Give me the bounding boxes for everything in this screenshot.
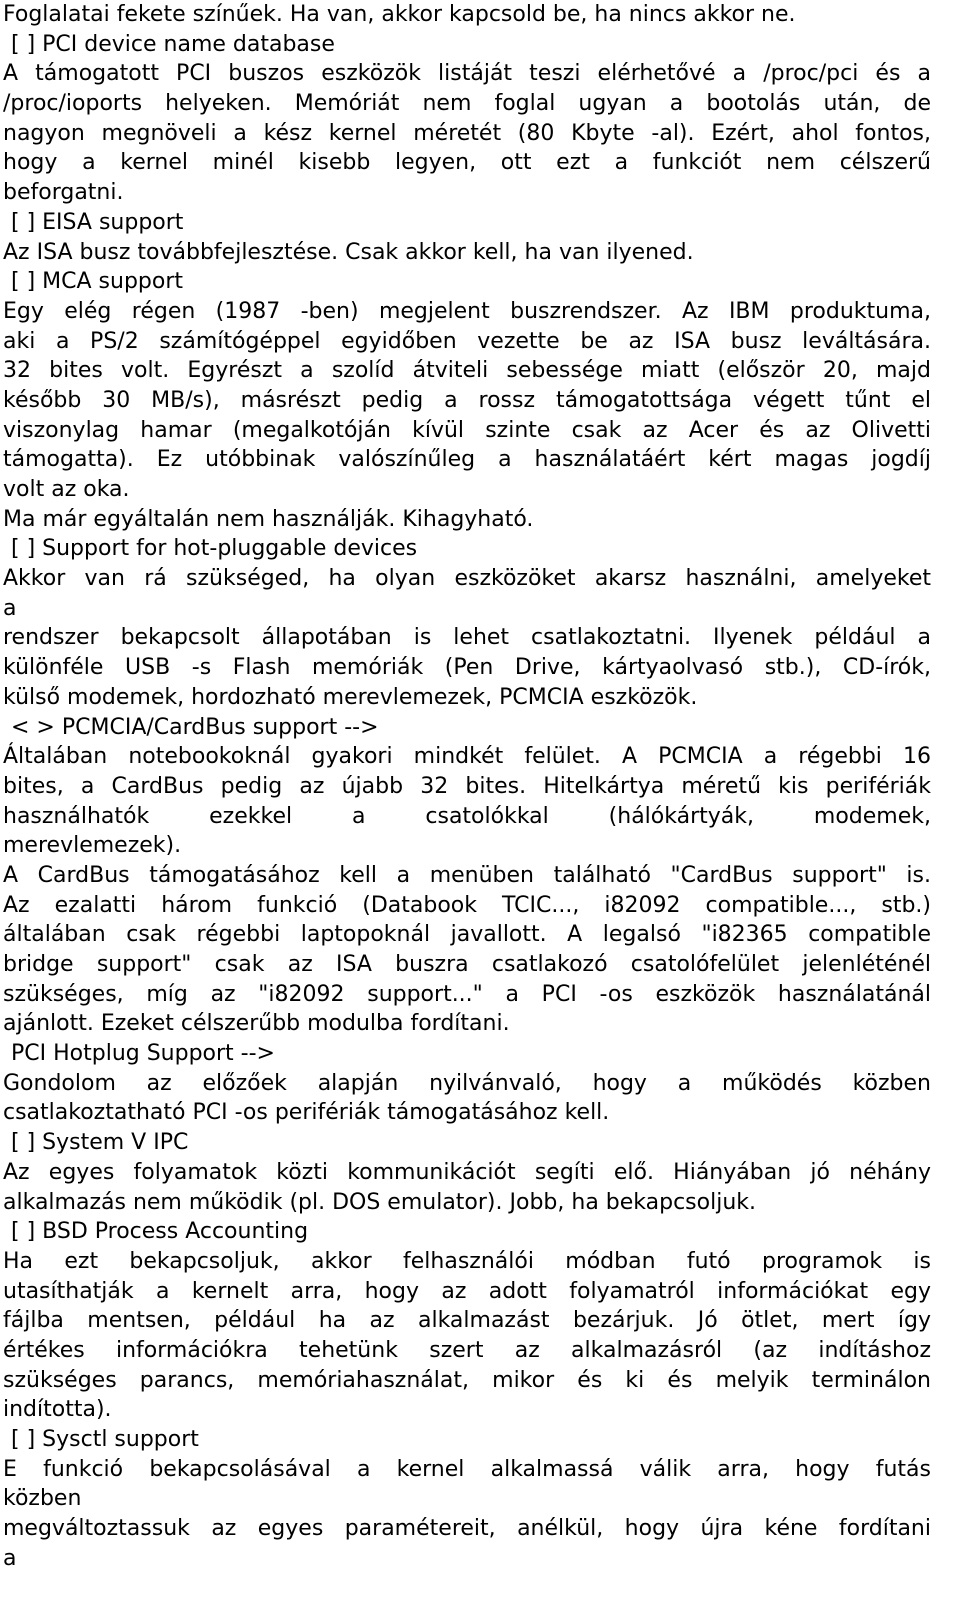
option-heading-line: [ ] System V IPC: [11, 1130, 189, 1156]
text-line: /proc/ioports helyeken. Memóriát nem foglal ugyan a bootolás után, de: [3, 91, 931, 117]
text-line: rendszer bekapcsolt állapotában is lehet csatlakoztatni. Ilyenek például a: [3, 625, 931, 651]
text-line: általában csak régebbi laptopoknál javallott. A legalsó "i82365 compatible: [3, 922, 931, 948]
option-heading-line: PCI Hotplug Support -->: [11, 1041, 275, 1067]
text-line: beforgatni.: [3, 180, 124, 206]
text-line: A támogatott PCI buszos eszközök listáját teszi elérhetővé a /proc/pci és a: [3, 61, 931, 87]
text-line: szükséges, míg az "i82092 support..." a PCI -os eszközök használatánál: [3, 981, 931, 1007]
text-line: bridge support" csak az ISA buszra csatlakozó csatolófelület jelenléténél: [3, 952, 931, 977]
text-line: Ma már egyáltalán nem használják. Kihagyható.: [3, 506, 534, 532]
text-line: viszonylag hamar (megalkotóján kívül szinte csak az Acer és az Olivetti: [3, 417, 931, 443]
text-line: Foglalatai fekete színűek. Ha van, akkor kapcsold be, ha nincs akkor ne.: [3, 2, 796, 27]
text-line: később 30 MB/s), másrészt pedig a rossz támogatottsága végett tűnt el: [3, 387, 931, 413]
text-line: használhatók ezekkel a csatolókkal (hálókártyák, modemek,: [3, 803, 931, 829]
text-line: alkalmazás nem működik (pl. DOS emulator). Jobb, ha bekapcsoljuk.: [3, 1189, 757, 1215]
option-heading-line: [ ] Support for hot-pluggable devices: [11, 536, 418, 562]
text-line: különféle USB -s Flash memóriák (Pen Drive, kártyaolvasó stb.), CD-írók,: [3, 655, 931, 681]
text-line: Az egyes folyamatok közti kommunikációt segíti elő. Hiányában jó néhány: [3, 1159, 931, 1185]
text-line: a: [3, 595, 17, 621]
text-line: aki a PS/2 számítógéppel egyidőben vezette be az ISA busz leváltására.: [3, 328, 931, 354]
text-line: fájlba mentsen, például ha az alkalmazást bezárjuk. Jó ötlet, mert így: [3, 1308, 931, 1334]
option-heading-line: [ ] Sysctl support: [11, 1427, 199, 1452]
text-line: a: [3, 1545, 17, 1571]
text-line: hogy a kernel minél kisebb legyen, ott ezt a funkciót nem célszerű: [3, 150, 931, 176]
text-line: 32 bites volt. Egyrészt a szolíd átviteli sebessége miatt (először 20, majd: [3, 358, 931, 384]
text-line: volt az oka.: [3, 477, 130, 502]
option-heading-line: [ ] BSD Process Accounting: [11, 1219, 309, 1245]
text-line: Egy elég régen (1987 -ben) megjelent buszrendszer. Az IBM produktuma,: [3, 298, 931, 324]
option-heading-line: [ ] PCI device name database: [11, 31, 335, 57]
text-line: Általában notebookoknál gyakori mindkét felület. A PCMCIA a régebbi 16: [3, 744, 931, 770]
text-line: ajánlott. Ezeket célszerűbb modulba fordítani.: [3, 1011, 510, 1037]
text-line: utasíthatják a kernelt arra, hogy az adott folyamatról információkat egy: [3, 1278, 931, 1304]
option-heading-line: [ ] EISA support: [11, 209, 184, 235]
text-line: szükséges parancs, memóriahasználat, mikor és ki és melyik terminálon: [3, 1367, 931, 1393]
text-line: E funkció bekapcsolásával a kernel alkalmassá válik arra, hogy futás: [3, 1456, 931, 1482]
text-line: bites, a CardBus pedig az újabb 32 bites. Hitelkártya méretű kis perifériák: [3, 773, 931, 799]
text-line: merevlemezek).: [3, 833, 182, 859]
text-line: Ha ezt bekapcsoljuk, akkor felhasználói módban futó programok is: [3, 1248, 931, 1274]
text-line: Akkor van rá szükséged, ha olyan eszközöket akarsz használni, amelyeket: [3, 566, 931, 592]
option-heading-line: < > PCMCIA/CardBus support -->: [11, 714, 379, 740]
text-line: csatlakoztatható PCI -os perifériák támogatásához kell.: [3, 1100, 610, 1126]
text-line: indította).: [3, 1397, 112, 1423]
text-line: megváltoztassuk az egyes paramétereit, anélkül, hogy újra kéne fordítani: [3, 1516, 931, 1542]
text-line: Gondolom az előzőek alapján nyilvánvaló, hogy a működés közben: [3, 1070, 931, 1096]
text-line: nagyon megnöveli a kész kernel méretét (80 Kbyte -al). Ezért, ahol fontos,: [3, 120, 931, 146]
option-heading-line: [ ] MCA support: [11, 269, 184, 295]
text-line: értékes információkra tehetünk szert az alkalmazásról (az indításhoz: [3, 1337, 931, 1363]
text-line: Az ezalatti három funkció (Databook TCIC..., i82092 compatible..., stb.): [3, 892, 931, 918]
text-line: támogatta). Ez utóbbinak valószínűleg a használatáért kért magas jogdíj: [3, 447, 931, 473]
text-line: A CardBus támogatásához kell a menüben található "CardBus support" is.: [3, 862, 931, 888]
text-line: Az ISA busz továbbfejlesztése. Csak akkor kell, ha van ilyened.: [3, 239, 694, 265]
text-line: külső modemek, hordozható merevlemezek, PCMCIA eszközök.: [3, 684, 698, 710]
text-line: közben: [3, 1486, 82, 1512]
